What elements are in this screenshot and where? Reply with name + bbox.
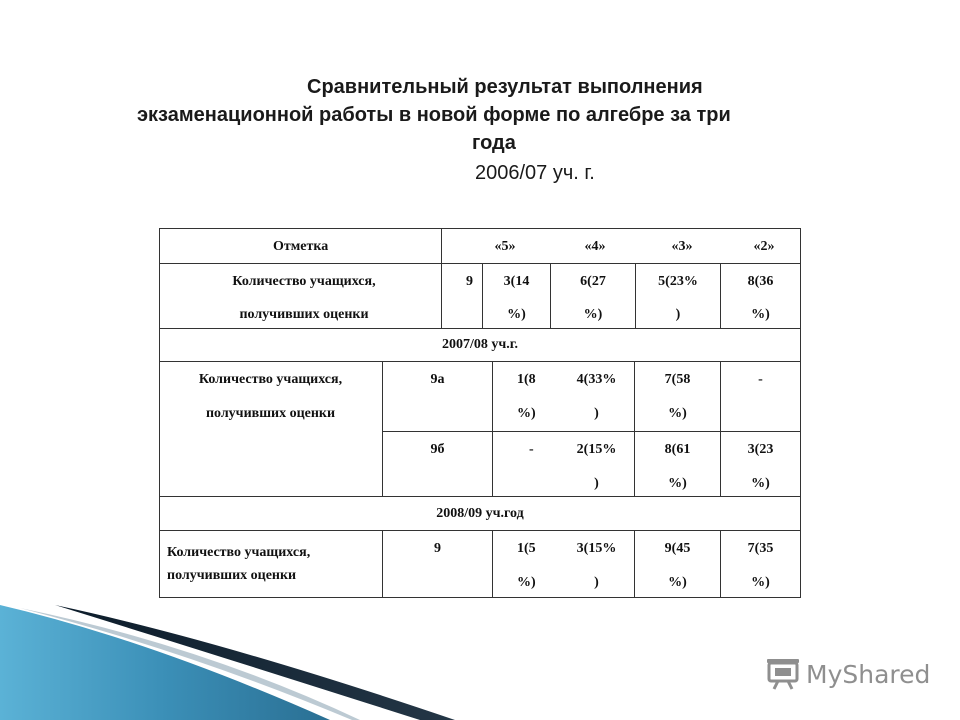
row2008-grade4: ) (594, 575, 599, 590)
row2007b-grade4: ) (594, 476, 599, 491)
row2007a-grade2: - (758, 372, 763, 387)
row2008-grade5: %) (517, 575, 536, 590)
row2006-grade5: 3(14 (503, 274, 530, 289)
header-grade-5: «5» (494, 239, 516, 254)
myshared-watermark (766, 656, 930, 692)
row2006-grade5: %) (507, 307, 526, 322)
header-label: Отметка (273, 239, 329, 254)
row2007b-grade5: - (529, 442, 534, 457)
row2006-grade2: %) (751, 307, 770, 322)
row2008-class: 9 (434, 541, 441, 556)
swoosh-light-band (0, 605, 330, 720)
header-grade-2: «2» (753, 239, 775, 254)
row2007a-grade3: 7(58 (664, 372, 691, 387)
table-border (159, 328, 801, 329)
table-border (492, 361, 493, 496)
row2008-grade3: %) (668, 575, 687, 590)
row2007a-grade5: %) (517, 406, 536, 421)
row2007a-grade5: 1(8 (517, 372, 536, 387)
watermark-text: MyShared (806, 659, 931, 689)
row2007a-grade3: %) (668, 406, 687, 421)
row2008-label-line1: Количество учащихся, (167, 545, 311, 560)
results-table (159, 228, 801, 598)
row2007b-grade2: %) (751, 476, 770, 491)
header-grade-4: «4» (584, 239, 606, 254)
header-grade-3: «3» (671, 239, 693, 254)
row2006-class: 9 (466, 274, 473, 289)
title-line-1: Сравнительный результат выполнения (307, 76, 703, 98)
row2007b-class: 9б (430, 442, 445, 457)
row2006-label-line1: Количество учащихся, (232, 274, 376, 289)
row2007a-grade4: ) (594, 406, 599, 421)
row2006-grade4: 6(27 (580, 274, 606, 289)
row2006-grade2: 8(36 (747, 274, 774, 289)
row2006-label-line2: получивших оценки (239, 307, 369, 322)
row2007a-class: 9а (430, 372, 445, 387)
row2006-grade3: 5(23% (658, 274, 698, 289)
row2008-label-line2: получивших оценки (167, 568, 297, 583)
table-border (441, 228, 442, 328)
row2006-grade4: %) (583, 307, 603, 322)
row2007-label-line2: получивших оценки (205, 406, 336, 421)
row2008-grade3: 9(45 (664, 541, 691, 556)
year-2007-heading: 2007/08 уч.г. (441, 337, 519, 352)
table-border (159, 496, 801, 497)
table-border (800, 228, 801, 598)
table-border (159, 530, 801, 531)
table-border (159, 597, 801, 598)
row2008-grade4: 3(15% (576, 541, 617, 556)
row2008-grade5: 1(5 (517, 541, 536, 556)
presentation-board-icon (766, 657, 800, 691)
table-border (159, 361, 801, 362)
title-line-2: экзаменационной работы в новой форме по алгебре за три (137, 104, 731, 126)
row2007b-grade3: 8(61 (664, 442, 691, 457)
table-border (159, 228, 801, 229)
row2007a-grade4: 4(33% (576, 372, 617, 387)
table-border (492, 530, 493, 597)
row2007b-grade2: 3(23 (747, 442, 774, 457)
table-border (159, 263, 801, 264)
subtitle-year: 2006/07 уч. г. (475, 162, 595, 184)
row2007b-grade3: %) (668, 476, 687, 491)
title-line-3: года (472, 132, 516, 154)
row2006-grade3: ) (675, 307, 681, 322)
row2008-grade2: 7(35 (747, 541, 774, 556)
row2008-grade2: %) (751, 575, 770, 590)
row2007-label-line1: Количество учащихся, (198, 372, 343, 387)
row2007b-grade4: 2(15% (576, 442, 617, 457)
year-2008-heading: 2008/09 уч.год (436, 506, 524, 521)
table-border (382, 431, 801, 432)
